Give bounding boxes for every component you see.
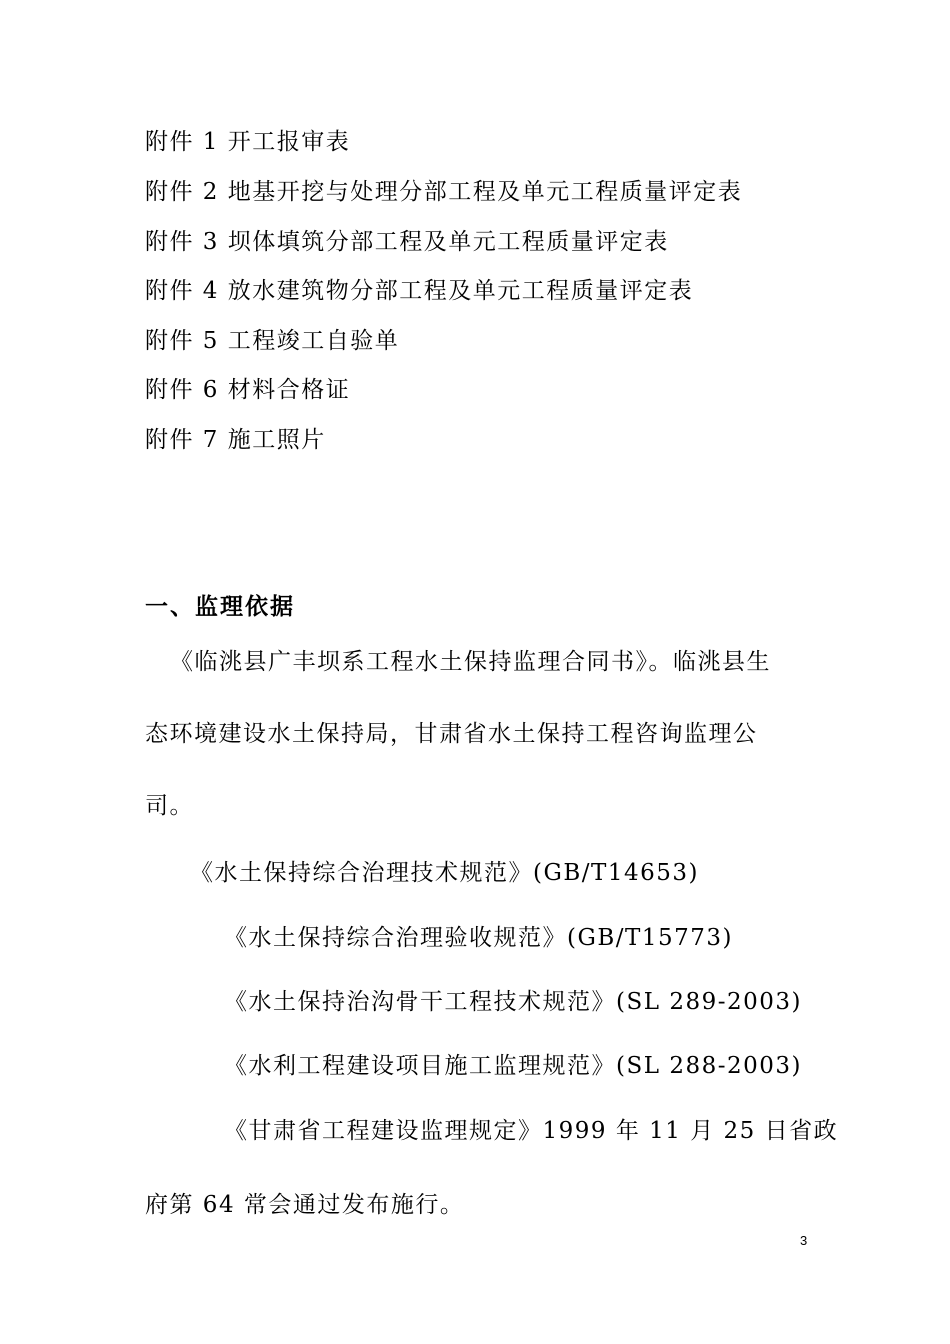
paragraph-line: 府第 64 常会通过发布施行。 xyxy=(145,1192,465,1218)
attachment-item: 附件 7 施工照片 xyxy=(145,427,326,453)
attachment-item: 附件 5 工程竣工自验单 xyxy=(145,328,400,354)
spec-item: 《水土保持综合治理验收规范》(GB/T15773) xyxy=(224,925,733,951)
section-heading: 一、监理依据 xyxy=(145,594,295,620)
paragraph-line: 《甘肃省工程建设监理规定》1999 年 11 月 25 日省政 xyxy=(224,1118,839,1144)
attachment-item: 附件 6 材料合格证 xyxy=(145,377,351,403)
page-number: 3 xyxy=(800,1233,808,1248)
attachment-item: 附件 4 放水建筑物分部工程及单元工程质量评定表 xyxy=(145,278,694,304)
spec-item: 《水利工程建设项目施工监理规范》(SL 288-2003) xyxy=(224,1053,802,1079)
attachment-item: 附件 2 地基开挖与处理分部工程及单元工程质量评定表 xyxy=(145,179,743,205)
attachment-item: 附件 1 开工报审表 xyxy=(145,129,351,155)
paragraph-line: 态环境建设水土保持局，甘肃省水土保持工程咨询监理公 xyxy=(145,721,758,747)
attachment-item: 附件 3 坝体填筑分部工程及单元工程质量评定表 xyxy=(145,229,669,255)
spec-item: 《水土保持综合治理技术规范》(GB/T14653) xyxy=(190,860,699,886)
spec-item: 《水土保持治沟骨干工程技术规范》(SL 289-2003) xyxy=(224,989,802,1015)
paragraph-line: 《临洮县广丰坝系工程水土保持监理合同书》。临洮县生 xyxy=(170,649,771,675)
paragraph-line: 司。 xyxy=(145,793,194,819)
